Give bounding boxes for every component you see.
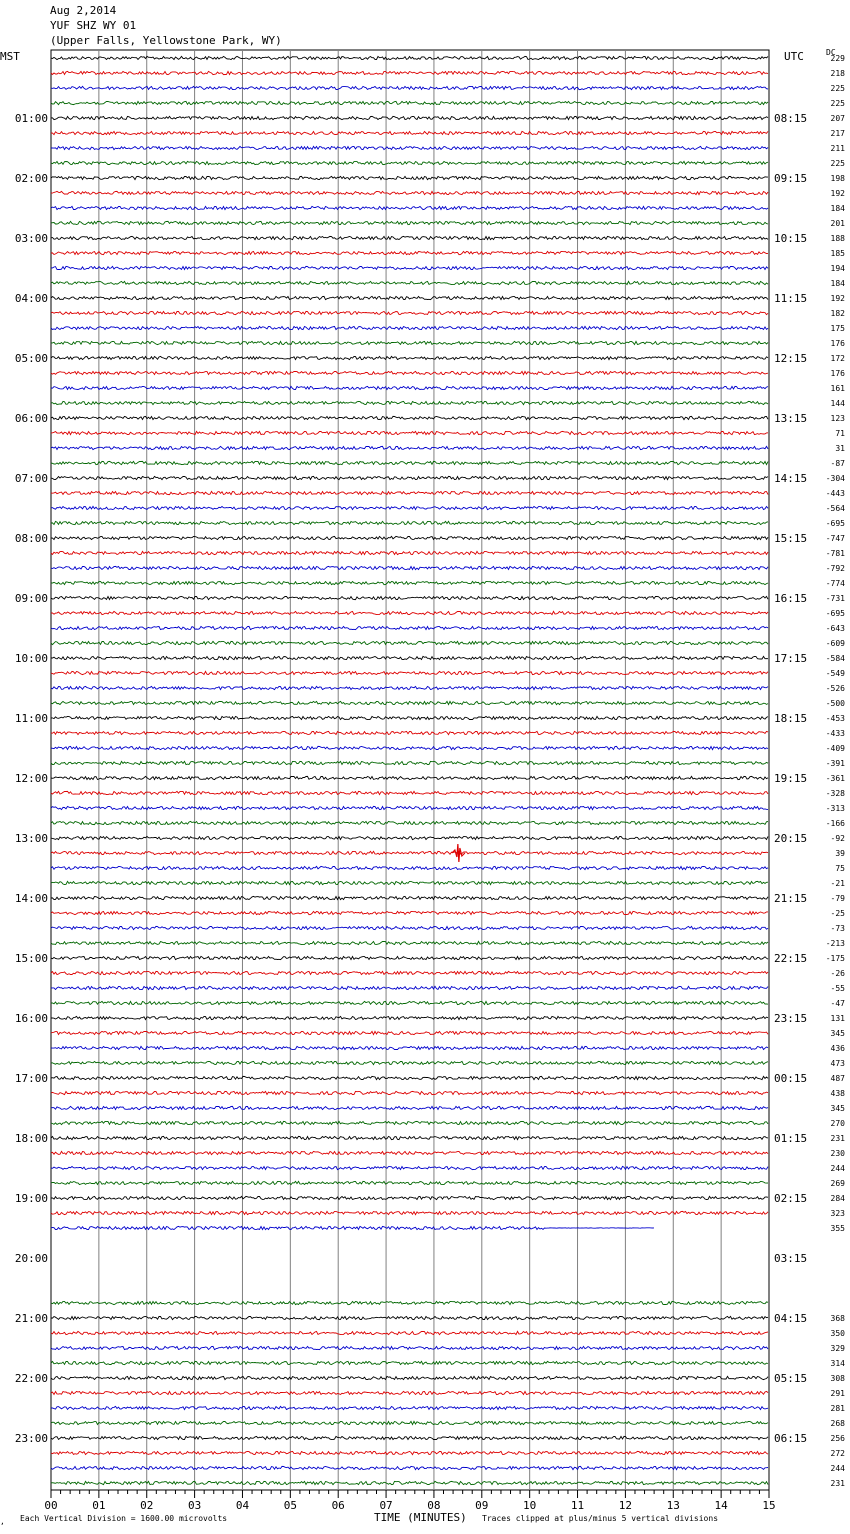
dc-offset-label: 31 — [835, 444, 845, 453]
dc-header: DC — [826, 48, 836, 57]
mst-hour-label: 12:00 — [14, 772, 48, 785]
trace-row — [51, 821, 768, 824]
dc-offset-label: 256 — [830, 1434, 845, 1443]
x-tick-label: 10 — [523, 1499, 537, 1512]
dc-offset-label: 230 — [830, 1149, 845, 1158]
utc-hour-label: 19:15 — [774, 772, 808, 785]
dc-offset-label: 284 — [830, 1194, 845, 1203]
utc-label: UTC — [784, 50, 804, 63]
trace-row — [51, 161, 768, 164]
trace-row — [51, 1076, 768, 1079]
dc-offset-label: 218 — [830, 69, 845, 78]
dc-offset-label: 473 — [830, 1059, 845, 1068]
trace-row — [51, 446, 768, 449]
dc-offset-label: 39 — [835, 849, 845, 858]
dc-offset-label: 225 — [830, 99, 845, 108]
dc-offset-label: -26 — [830, 969, 845, 978]
trace-row — [51, 776, 768, 779]
station-code: YUF SHZ WY 01 — [50, 19, 137, 32]
dc-offset-label: -526 — [825, 684, 845, 693]
trace-row — [51, 266, 768, 269]
trace-row — [51, 971, 768, 974]
dc-offset-label: 201 — [830, 219, 845, 228]
mst-hour-label: 19:00 — [14, 1192, 48, 1205]
dc-offset-label: -409 — [825, 744, 845, 753]
dc-offset-label: -695 — [825, 609, 845, 618]
dc-offset-label: 194 — [830, 264, 845, 273]
dc-offset-label: -453 — [825, 714, 845, 723]
corner-mark: , — [0, 1517, 5, 1526]
trace-row — [51, 1421, 768, 1424]
trace-row — [51, 116, 768, 119]
station-location: (Upper Falls, Yellowstone Park, WY) — [50, 34, 282, 47]
x-axis-label: TIME (MINUTES) — [374, 1511, 467, 1524]
dc-offset-label: 192 — [830, 294, 845, 303]
trace-row — [51, 836, 768, 839]
trace-row — [51, 1226, 654, 1229]
dc-offset-label: -433 — [825, 729, 845, 738]
trace-row — [51, 356, 768, 359]
trace-row — [51, 581, 768, 584]
trace-row — [51, 206, 768, 209]
dc-offset-label: 272 — [830, 1449, 845, 1458]
trace-row — [51, 671, 768, 674]
mst-hour-label: 07:00 — [14, 472, 48, 485]
dc-offset-label: -21 — [830, 879, 845, 888]
trace-row — [51, 386, 768, 389]
mst-hour-label: 04:00 — [14, 292, 48, 305]
dc-offset-label: 355 — [830, 1224, 845, 1233]
trace-row — [51, 1151, 768, 1154]
trace-row — [51, 881, 768, 884]
clip-note: Traces clipped at plus/minus 5 vertical divisions — [482, 1514, 719, 1523]
trace-row — [51, 461, 768, 464]
trace-row — [51, 86, 768, 89]
trace-row — [51, 281, 768, 284]
trace-row — [51, 896, 768, 899]
mst-hour-label: 10:00 — [14, 652, 48, 665]
mst-hour-label: 21:00 — [14, 1312, 48, 1325]
trace-row — [51, 311, 768, 314]
dc-offset-label: 368 — [830, 1314, 845, 1323]
trace-row — [51, 1181, 768, 1184]
utc-hour-label: 04:15 — [774, 1312, 808, 1325]
dc-offset-label: -564 — [825, 504, 845, 513]
trace-row — [51, 1436, 768, 1439]
dc-offset-label: 291 — [830, 1389, 845, 1398]
dc-offset-label: 161 — [830, 384, 845, 393]
trace-row — [51, 1031, 768, 1034]
trace-row — [51, 521, 768, 524]
trace-row — [51, 221, 768, 224]
utc-hour-label: 11:15 — [774, 292, 808, 305]
utc-hour-label: 01:15 — [774, 1132, 808, 1145]
mst-hour-label: 14:00 — [14, 892, 48, 905]
dc-offset-label: 345 — [830, 1029, 845, 1038]
trace-row — [51, 1481, 768, 1484]
dc-offset-label: -500 — [825, 699, 845, 708]
x-tick-label: 12 — [618, 1499, 633, 1512]
dc-offset-label: 345 — [830, 1104, 845, 1113]
dc-offset-label: 436 — [830, 1044, 845, 1053]
utc-hour-label: 14:15 — [774, 472, 808, 485]
trace-row — [51, 176, 768, 179]
dc-offset-label: -213 — [825, 939, 845, 948]
dc-offset-label: 270 — [830, 1119, 845, 1128]
x-tick-label: 03 — [187, 1499, 202, 1512]
dc-offset-label: 211 — [830, 144, 845, 153]
trace-row — [51, 1001, 768, 1004]
dc-offset-label: -25 — [830, 909, 845, 918]
trace-row — [51, 1331, 768, 1334]
trace-row — [51, 1451, 768, 1454]
dc-offset-label: -774 — [825, 579, 845, 588]
dc-offset-label: -304 — [825, 474, 845, 483]
trace-row — [51, 731, 768, 734]
plot-frame — [51, 50, 769, 1490]
x-tick-label: 13 — [666, 1499, 680, 1512]
dc-offset-label: 231 — [830, 1479, 845, 1488]
mst-hour-label: 01:00 — [14, 112, 48, 125]
dc-offset-label: -55 — [830, 984, 845, 993]
trace-row — [51, 926, 768, 929]
x-tick-label: 15 — [762, 1499, 776, 1512]
utc-hour-label: 18:15 — [774, 712, 808, 725]
trace-row — [51, 761, 768, 764]
trace-row — [51, 326, 768, 329]
dc-offset-label: 184 — [830, 204, 845, 213]
dc-offset-label: -695 — [825, 519, 845, 528]
mst-hour-label: 13:00 — [14, 832, 48, 845]
trace-row — [51, 701, 768, 704]
dc-offset-label: 192 — [830, 189, 845, 198]
dc-offset-label: 244 — [830, 1164, 845, 1173]
x-tick-label: 07 — [379, 1499, 393, 1512]
trace-row — [51, 956, 768, 959]
dc-offset-label: -792 — [825, 564, 845, 573]
dc-offset-label: -175 — [825, 954, 845, 963]
dc-offset-label: 172 — [830, 354, 845, 363]
trace-row — [51, 341, 768, 344]
trace-row — [51, 71, 768, 74]
mst-hour-label: 06:00 — [14, 412, 48, 425]
trace-row — [51, 551, 768, 554]
utc-hour-label: 16:15 — [774, 592, 808, 605]
dc-offset-label: 329 — [830, 1344, 845, 1353]
dc-offset-label: 438 — [830, 1089, 845, 1098]
dc-offset-label: 176 — [830, 369, 845, 378]
dc-offset-label: -747 — [825, 534, 845, 543]
trace-row — [51, 536, 768, 539]
utc-hour-label: 02:15 — [774, 1192, 808, 1205]
mst-label: MST — [0, 50, 20, 63]
dc-offset-label: -313 — [825, 804, 845, 813]
mst-hour-label: 18:00 — [14, 1132, 48, 1145]
utc-hour-label: 09:15 — [774, 172, 808, 185]
dc-offset-label: 131 — [830, 1014, 845, 1023]
dc-offset-label: 175 — [830, 324, 845, 333]
mst-hour-label: 11:00 — [14, 712, 48, 725]
trace-row — [51, 506, 768, 509]
trace-row — [51, 1316, 768, 1319]
dc-offset-label: 144 — [830, 399, 845, 408]
dc-offset-label: -609 — [825, 639, 845, 648]
trace-row — [51, 866, 768, 869]
trace-row — [51, 686, 768, 689]
utc-hour-label: 06:15 — [774, 1432, 808, 1445]
dc-offset-label: 71 — [835, 429, 845, 438]
trace-row — [51, 1091, 768, 1094]
dc-offset-label: -92 — [830, 834, 845, 843]
trace-row — [51, 236, 768, 239]
x-tick-label: 06 — [331, 1499, 345, 1512]
trace-row — [51, 401, 768, 404]
trace-row — [51, 251, 768, 254]
dc-offset-label: -328 — [825, 789, 845, 798]
mst-hour-label: 03:00 — [14, 232, 48, 245]
trace-row — [51, 716, 768, 719]
x-tick-label: 09 — [475, 1499, 489, 1512]
trace-row — [51, 806, 768, 809]
dc-offset-label: -391 — [825, 759, 845, 768]
dc-offset-label: 176 — [830, 339, 845, 348]
utc-hour-label: 17:15 — [774, 652, 808, 665]
dc-offset-label: 123 — [830, 414, 845, 423]
mst-hour-label: 09:00 — [14, 592, 48, 605]
dc-offset-label: 314 — [830, 1359, 845, 1368]
trace-row — [51, 191, 768, 194]
x-tick-label: 00 — [44, 1499, 58, 1512]
dc-offset-label: 350 — [830, 1329, 845, 1338]
dc-offset-label: 244 — [830, 1464, 845, 1473]
trace-row — [51, 626, 768, 629]
trace-row — [51, 146, 768, 149]
trace-row — [51, 476, 768, 479]
trace-row — [51, 791, 768, 794]
dc-offset-label: -584 — [825, 654, 845, 663]
x-tick-label: 04 — [235, 1499, 250, 1512]
trace-row — [51, 1361, 768, 1364]
mst-hour-label: 23:00 — [14, 1432, 48, 1445]
trace-row — [51, 911, 768, 914]
mst-hour-label: 16:00 — [14, 1012, 48, 1025]
trace-row — [51, 851, 768, 854]
dc-offset-label: 268 — [830, 1419, 845, 1428]
mst-hour-label: 20:00 — [14, 1252, 48, 1265]
x-tick-label: 02 — [140, 1499, 154, 1512]
dc-offset-label: -731 — [825, 594, 845, 603]
trace-row — [51, 1406, 768, 1409]
trace-row — [51, 566, 768, 569]
dc-offset-label: 217 — [830, 129, 845, 138]
trace-row — [51, 1211, 768, 1214]
dc-offset-label: 487 — [830, 1074, 845, 1083]
dc-offset-label: 198 — [830, 174, 845, 183]
trace-row — [51, 1061, 768, 1064]
utc-hour-label: 10:15 — [774, 232, 808, 245]
trace-row — [51, 641, 768, 644]
trace-row — [51, 611, 768, 614]
dc-offset-label: -166 — [825, 819, 845, 828]
dc-offset-label: -443 — [825, 489, 845, 498]
utc-hour-label: 21:15 — [774, 892, 808, 905]
dc-offset-label: -47 — [830, 999, 845, 1008]
mst-hour-label: 08:00 — [14, 532, 48, 545]
trace-row — [51, 746, 768, 749]
dc-offset-label: -781 — [825, 549, 845, 558]
utc-hour-label: 03:15 — [774, 1252, 808, 1265]
dc-offset-label: 182 — [830, 309, 845, 318]
utc-hour-label: 00:15 — [774, 1072, 808, 1085]
trace-row — [51, 986, 768, 989]
utc-hour-label: 22:15 — [774, 952, 808, 965]
plot-date: Aug 2,2014 — [50, 4, 117, 17]
utc-hour-label: 23:15 — [774, 1012, 808, 1025]
dc-offset-label: 269 — [830, 1179, 845, 1188]
trace-row — [51, 1196, 768, 1199]
trace-row — [51, 101, 768, 104]
mst-hour-label: 17:00 — [14, 1072, 48, 1085]
x-tick-label: 14 — [714, 1499, 728, 1512]
trace-row — [51, 941, 768, 944]
trace-row — [51, 56, 768, 59]
utc-hour-label: 20:15 — [774, 832, 808, 845]
dc-offset-label: 184 — [830, 279, 845, 288]
trace-row — [51, 1136, 768, 1139]
utc-hour-label: 12:15 — [774, 352, 808, 365]
trace-row — [51, 1376, 768, 1379]
trace-row — [51, 1016, 768, 1019]
x-tick-label: 01 — [92, 1499, 106, 1512]
utc-hour-label: 15:15 — [774, 532, 808, 545]
dc-offset-label: 225 — [830, 84, 845, 93]
trace-row — [51, 491, 768, 494]
dc-offset-label: -73 — [830, 924, 845, 933]
utc-hour-label: 05:15 — [774, 1372, 808, 1385]
trace-row — [51, 431, 768, 434]
dc-offset-label: 225 — [830, 159, 845, 168]
dc-offset-label: 75 — [835, 864, 845, 873]
x-tick-label: 11 — [570, 1499, 585, 1512]
trace-row — [51, 1121, 768, 1124]
dc-offset-label: 185 — [830, 249, 845, 258]
trace-row — [51, 296, 768, 299]
trace-row — [51, 1166, 768, 1169]
dc-offset-label: -87 — [830, 459, 845, 468]
dc-offset-label: -549 — [825, 669, 845, 678]
trace-row — [51, 1046, 768, 1049]
mst-hour-label: 05:00 — [14, 352, 48, 365]
dc-offset-label: 281 — [830, 1404, 845, 1413]
trace-row — [51, 596, 768, 599]
trace-row — [51, 1106, 768, 1109]
trace-row — [51, 1466, 768, 1469]
utc-hour-label: 08:15 — [774, 112, 808, 125]
scale-note: Each Vertical Division = 1600.00 microvolts — [20, 1514, 228, 1523]
trace-row — [51, 416, 768, 419]
dc-offset-label: 229 — [830, 54, 845, 63]
dc-offset-label: 231 — [830, 1134, 845, 1143]
dc-offset-label: -79 — [830, 894, 845, 903]
mst-hour-label: 22:00 — [14, 1372, 48, 1385]
utc-hour-label: 13:15 — [774, 412, 808, 425]
dc-offset-label: 308 — [830, 1374, 845, 1383]
dc-offset-label: -643 — [825, 624, 845, 633]
trace-row — [51, 656, 768, 659]
x-tick-label: 05 — [283, 1499, 297, 1512]
trace-row — [51, 1301, 768, 1304]
dc-offset-label: 188 — [830, 234, 845, 243]
trace-row — [51, 131, 768, 134]
mst-hour-label: 02:00 — [14, 172, 48, 185]
trace-row — [51, 1391, 768, 1394]
dc-offset-label: 323 — [830, 1209, 845, 1218]
trace-row — [51, 1346, 768, 1349]
x-tick-label: 08 — [427, 1499, 441, 1512]
trace-row — [51, 371, 768, 374]
mst-hour-label: 15:00 — [14, 952, 48, 965]
dc-offset-label: -361 — [825, 774, 845, 783]
dc-offset-label: 207 — [830, 114, 845, 123]
